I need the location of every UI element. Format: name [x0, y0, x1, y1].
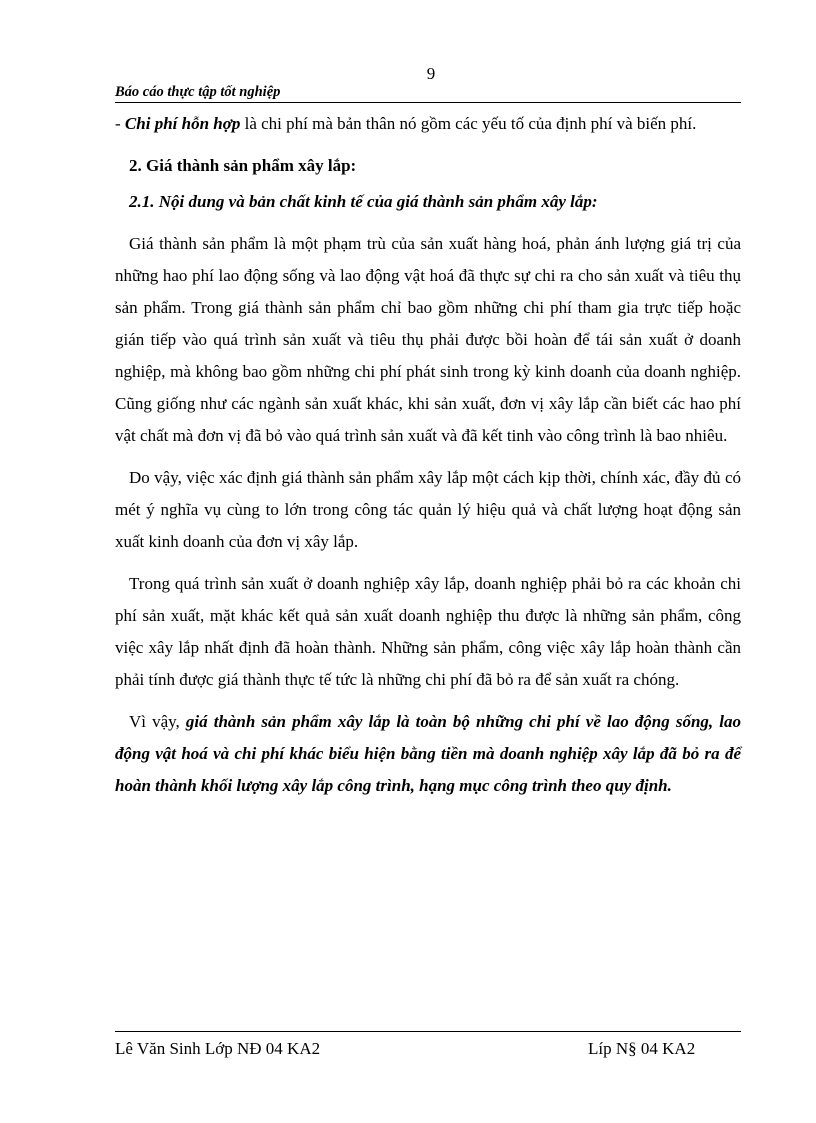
term-mixed-cost: Chi phí hỗn hợp — [124, 114, 241, 133]
list-dash: - — [115, 114, 125, 133]
paragraph-production-process: Trong quá trình sản xuất ở doanh nghiệp xây lắp, doanh nghiệp phải bỏ ra các khoản chi phí sản xuất, mặt khác kết quả sản xuất doanh nghiệp thu được là những sản phẩm, công việc xây lắp nhất định đã hoàn thành. Những sản phẩm, công việc xây lắp hoàn thành cần phải tính được giá thành thực tế tức là những chi phí đã bỏ ra để sản xuất ra chóng. — [115, 574, 741, 689]
paragraph-product-cost: Giá thành sản phẩm là một phạm trù của sản xuất hàng hoá, phản ánh lượng giá trị của những hao phí lao động sống và lao động vật hoá đã thực sự chi ra cho sản xuất và tiêu thụ sản phẩm. Trong giá thành sản phẩm chỉ bao gồm những chi phí tham gia trực tiếp hoặc gián tiếp vào quá trình sản xuất và tiêu thụ phải được bồi hoàn để tái sản xuất ở doanh nghiệp, mà không bao gồm những chi phí phát sinh trong kỳ kinh doanh của doanh nghiệp. Cũng giống như các ngành sản xuất khác, khi sản xuất, đơn vị xây lắp cần biết các hao phí vật chất mà đơn vị đã bỏ vào quá trình sản xuất và đã kết tinh vào công trình là bao nhiêu. — [115, 234, 741, 445]
page-number: 9 — [426, 64, 436, 83]
section-heading-2-1: 2.1. Nội dung và bản chất kinh tế của giá thành sản phẩm xây lắp: — [129, 192, 598, 211]
footer-divider — [115, 1031, 741, 1032]
paragraph-mixed-cost — [115, 108, 741, 140]
page-body — [115, 108, 741, 802]
mixed-cost-definition: là chi phí mà bản thân nó gồm các yếu tố của định phí và biến phí. — [240, 114, 697, 133]
running-header-title: Báo cáo thực tập tốt nghiệp — [115, 84, 281, 100]
definition-lead: Vì vậy, — [129, 712, 186, 731]
footer-author-class: Lê Văn Sinh Lớp NĐ 04 KA2 — [115, 1039, 321, 1058]
paragraph-definition — [115, 706, 741, 802]
header-divider — [115, 102, 741, 103]
section-heading-2: 2. Giá thành sản phẩm xây lắp: — [129, 156, 357, 175]
definition-text: giá thành sản phẩm xây lắp là toàn bộ những chi phí về lao động sống, lao động vật hoá và chi phí khác biểu hiện bằng tiền mà doanh nghiệp xây lắp đã bỏ ra để hoàn thành khối lượng xây lắp công trình, hạng mục công trình theo quy định. — [115, 712, 741, 795]
footer-class-code: Líp N§ 04 KA2 — [588, 1039, 696, 1058]
paragraph-therefore: Do vậy, việc xác định giá thành sản phẩm xây lắp một cách kịp thời, chính xác, đầy đủ có mét ý nghĩa vụ cùng to lớn trong công tác quản lý hiệu quả và chất lượng hoạt động sản xuất kinh doanh của đơn vị xây lắp. — [115, 468, 741, 551]
